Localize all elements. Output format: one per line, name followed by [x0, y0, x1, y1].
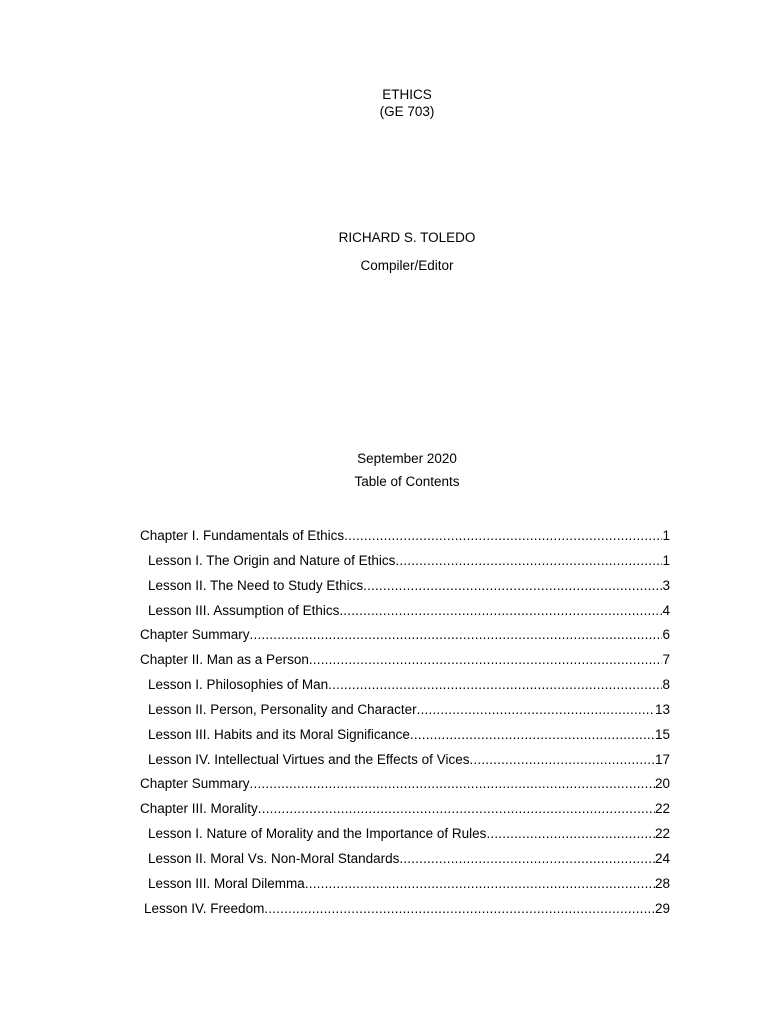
- toc-entry: [140, 848, 670, 873]
- toc-entry-page: 3: [662, 577, 670, 593]
- toc-entry-page: 4: [662, 602, 670, 618]
- toc-entry-title: Lesson III. Moral Dilemma: [148, 875, 305, 891]
- toc-entry-title: Lesson I. The Origin and Nature of Ethics: [148, 552, 396, 568]
- toc-dot-leader: [305, 873, 655, 895]
- toc-entry-title: Chapter Summary: [140, 776, 250, 792]
- toc-dot-leader: [250, 624, 663, 646]
- toc-entry: [140, 823, 670, 848]
- toc-entry-title: Lesson I. Nature of Morality and the Importance of Rules: [148, 826, 487, 842]
- toc-entry: [140, 724, 670, 749]
- toc-entry-title: Lesson II. Person, Personality and Character: [148, 701, 417, 717]
- toc-dot-leader: [258, 798, 655, 820]
- toc-dot-leader: [410, 724, 655, 746]
- toc-dot-leader: [395, 550, 662, 572]
- toc-entry-page: 1: [662, 528, 670, 543]
- author-role: Compiler/Editor: [360, 258, 454, 273]
- toc-entry: [140, 873, 670, 898]
- toc-entry-title: Lesson IV. Freedom: [144, 900, 265, 916]
- toc-entry: [140, 575, 670, 600]
- table-of-contents: [140, 525, 670, 923]
- toc-dot-leader: [309, 649, 663, 671]
- toc-entry: [140, 798, 670, 823]
- publication-date: September 2020: [357, 451, 457, 466]
- toc-entry-page: 15: [654, 726, 670, 742]
- toc-entry-title: Lesson III. Habits and its Moral Significance: [148, 726, 410, 742]
- course-code: (GE 703): [379, 104, 435, 119]
- toc-dot-leader: [328, 674, 662, 696]
- document-title: ETHICS: [382, 87, 432, 102]
- toc-entry-page: 8: [662, 677, 670, 693]
- toc-entry: [140, 773, 670, 798]
- toc-entry-title: Lesson III. Assumption of Ethics: [148, 602, 340, 618]
- toc-entry-page: 22: [654, 826, 670, 842]
- toc-dot-leader: [417, 699, 655, 721]
- toc-entry-page: 24: [654, 850, 670, 866]
- author-name: RICHARD S. TOLEDO: [338, 230, 476, 245]
- toc-entry-page: 22: [654, 801, 670, 817]
- toc-entry-title: Chapter II. Man as a Person: [140, 652, 309, 668]
- toc-dot-leader: [339, 600, 662, 622]
- toc-entry: [140, 550, 670, 575]
- toc-entry-page: 13: [654, 701, 670, 717]
- toc-entry-page: 20: [654, 776, 670, 792]
- toc-entry: [140, 898, 670, 923]
- toc-dot-leader: [469, 749, 655, 771]
- toc-dot-leader: [399, 848, 655, 870]
- toc-entry-title: Chapter III. Morality: [140, 801, 258, 817]
- toc-entry-title: Lesson II. The Need to Study Ethics: [148, 577, 364, 593]
- toc-entry: [140, 674, 670, 699]
- toc-entry-page: 29: [654, 900, 670, 916]
- toc-dot-leader: [344, 525, 662, 547]
- toc-entry-title: Lesson I. Philosophies of Man: [148, 677, 329, 693]
- toc-entry: [140, 699, 670, 724]
- toc-entry: [140, 600, 670, 625]
- toc-entry-page: 6: [662, 627, 670, 643]
- toc-entry-page: 17: [654, 751, 670, 767]
- toc-entry-title: Chapter Summary: [140, 627, 250, 643]
- toc-entry: [140, 749, 670, 774]
- toc-dot-leader: [363, 575, 662, 597]
- toc-entry-title: Lesson II. Moral Vs. Non-Moral Standards: [148, 850, 400, 866]
- toc-entry: [140, 525, 670, 550]
- toc-entry: [140, 624, 670, 649]
- toc-heading: Table of Contents: [354, 474, 460, 489]
- toc-entry-title: Chapter I. Fundamentals of Ethics: [140, 528, 345, 543]
- toc-entry-page: 1: [662, 552, 670, 568]
- toc-entry-page: 28: [654, 875, 670, 891]
- toc-entry-page: 7: [662, 652, 670, 668]
- toc-dot-leader: [486, 823, 655, 845]
- toc-entry: [140, 649, 670, 674]
- toc-entry-title: Lesson IV. Intellectual Virtues and the Effects of Vices: [148, 751, 470, 767]
- toc-dot-leader: [264, 898, 655, 920]
- toc-dot-leader: [250, 773, 655, 795]
